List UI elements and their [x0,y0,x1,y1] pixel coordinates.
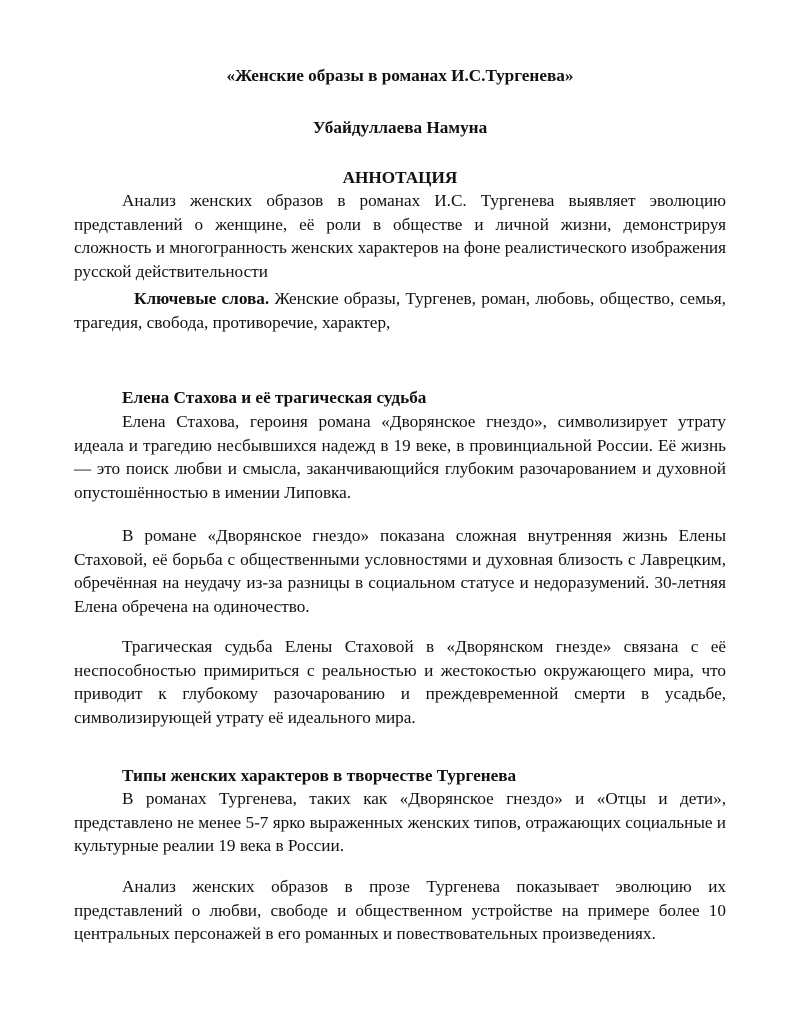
section-heading-types: Типы женских характеров в творчестве Тургенева [122,766,517,785]
author-name: Убайдуллаева Намуна [312,118,488,137]
annotation-paragraph: Анализ женских образов в романах И.С. Тургенева выявляет эволюцию представлений о женщине, её роли в обществе и личной жизни, демонстрируя сложность и многогранность женских характеров на фоне реалистического изображения русской действительности [74,191,726,281]
section1-paragraph-2: В романе «Дворянское гнездо» показана сложная внутренняя жизнь Елены Стаховой, её борьба с общественными условностями и духовная близость с Лаврецким, обречённая на неудачу из-за разницы в социальном статусе и недоразумений. 30-летняя Елена обречена на одиночество. [74,526,726,616]
section2-paragraph-2: Анализ женских образов в прозе Тургенева показывает эволюцию их представлений о любви, свободе и общественном устройстве на примере более 10 центральных персонажей в его романных и повествовательных произведениях. [74,877,726,943]
keywords-paragraph [74,287,726,334]
document-title: «Женские образы в романах И.С.Тургенева» [226,66,574,85]
annotation-heading: АННОТАЦИЯ [342,168,458,187]
section1-paragraph-3: Трагическая судьба Елены Стаховой в «Дворянском гнезде» связана с её неспособностью примириться с реальностью и жестокостью окружающего мира, что приводит к глубокому разочарованию и преждевременной смерти в усадьбе, символизирующей утрату её идеального мира. [74,637,726,727]
section-heading-elena: Елена Стахова и её трагическая судьба [122,388,427,407]
keywords-label: Ключевые слова. [134,289,270,308]
keywords-text: Женские образы, Тургенев, роман, любовь, общество, семья, трагедия, свобода, противоречие, характер, [74,289,726,332]
section1-paragraph-1: Елена Стахова, героиня романа «Дворянское гнездо», символизирует утрату идеала и трагедию несбывшихся надежд в 19 веке, в провинциальной России. Её жизнь — это поиск любви и смысла, заканчивающийся глубоким разочарованием и духовной опустошённостью в имении Липовка. [74,412,726,502]
section2-paragraph-1: В романах Тургенева, таких как «Дворянское гнездо» и «Отцы и дети», представлено не менее 5-7 ярко выраженных женских типов, отражающих социальные и культурные реалии 19 века в России. [74,789,726,855]
document-page [74,0,726,1035]
